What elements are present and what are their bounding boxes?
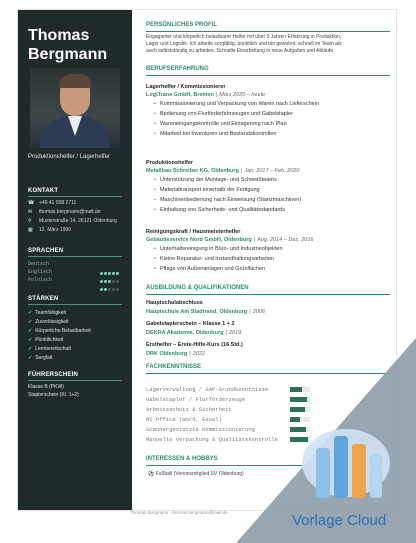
profile-line: auch selbstständig zu arbeiten. Schnelle Einarbeitung in neue Aufgaben und Abläufe. [146,48,335,54]
job-bullet: • Kleine Reparatur- und Instandhaltungsarbeiten [154,256,274,262]
skills-heading: FACHKENNTNISSE [146,364,202,370]
strength-item: ✓ Körperliche Belastbarkeit [28,328,91,334]
job-bullet: • Unterstützung der Montage- und Schweißteams [154,177,277,183]
skill-label: MS Office (Word, Excel) [146,416,222,423]
divider [146,294,390,295]
location-icon: ⚲ [28,218,32,224]
job-bullet: • Wareneingangskontrolle und Einlagerung nach Plan [154,121,287,127]
strengths-heading: STÄRKEN [28,296,59,302]
cloud-logo-icon [296,418,396,508]
job-title: Produktionshelfer / Lagerhelfer [28,154,111,160]
education-title: Hauptschulabschluss [146,300,203,306]
education-org: DEKRA Akademie, Oldenburg | 2019 [146,330,242,336]
skill-label: Arbeitsschutz & Sicherheit [146,406,232,413]
experience-heading: BERUFSERFAHRUNG [146,66,209,72]
football-icon: ⚽ [148,471,155,477]
job-title: Produktionshelfer [146,160,194,166]
strength-item: ✓ Lernbereitschaft [28,346,72,352]
language-name: Englisch [28,269,53,275]
strength-item: ✓ Sorgfalt [28,355,53,361]
education-title: Ersthelfer – Erste-Hilfe-Kurs (16 Std.) [146,342,243,348]
interests-heading: INTERESSEN & HOBBYS [146,456,218,462]
language-name: Polnisch [28,277,53,283]
phone-icon: ☎ [28,200,35,206]
skill-bar [290,397,310,402]
license-item: Klasse B (PKW) [28,384,64,390]
divider [146,373,390,374]
job-title: Reinigungskraft / Hausmeisterhelfer [146,229,241,235]
education-heading: AUSBILDUNG & QUALIFIKATIONEN [146,285,249,291]
strength-item: ✓ Teamfähigkeit [28,310,67,316]
skill-label: Gabelstapler / Flurförderzeuge [146,396,246,403]
mail-icon: ✉ [28,209,33,215]
job-title: Lagerhelfer / Kommissionierer [146,84,226,90]
skill-label: Lagerverwaltung / SAP-Grundkenntnisse [146,386,269,393]
skill-bar [290,407,310,412]
name-last: Bergmann [28,46,108,63]
job-bullet: • Pflege von Außenanlagen und Grünflächen [154,266,265,272]
profile-line: Lager und Logistik. Ich arbeite sorgfältig, pünktlich und bin gewohnt, schnell im Team als [146,41,342,47]
skill-label: Manuelle Verpackung & Qualitätskontrolle [146,436,279,443]
job-bullet: • Materialtransport innerhalb der Fertigung [154,187,260,193]
license-item: Staplerschein (Kl. 1+2) [28,392,79,398]
name-first: Thomas [28,27,90,44]
divider [146,31,390,32]
strength-item: ✓ Zuverlässigkeit [28,319,69,325]
job-company: Metallbau Schreiber KG, Oldenburg | Jan. 2017 – Feb. 2020 [146,168,300,174]
contact-address: ⚲ Musterstraße 14, 26121 Oldenburg [28,218,117,224]
profile-line: Engagierter und körperlich belastbarer Helfer mit über 5 Jahren Erfahrung in Produktion, [146,34,342,40]
job-bullet: • Maschinenbedienung nach Einweisung (Stanzmaschinen) [154,197,301,203]
job-bullet: • Unterhaltsreinigung in Büro- und Industrieobjekten [154,246,283,252]
language-name: Deutsch [28,261,50,267]
profile-heading: PERSÖNLICHES PROFIL [146,22,218,28]
divider [146,75,390,76]
interest-item: ⚽ Fußball (Vereinsmitglied SV Oldenburg) [148,471,244,477]
contact-email[interactable]: ✉ thomas.bergmann@mail.de [28,209,101,215]
contact-birthdate: ▦ 12. März 1990 [28,227,71,233]
license-heading: FÜHRERSCHEIN [28,372,79,378]
education-org: Hauptschule Am Stadtrand, Oldenburg | 2006 [146,309,265,315]
calendar-icon: ▦ [28,227,33,233]
job-bullet: • Kommissionierung und Verpackung von Waren nach Lieferschein [154,101,319,107]
footer: Thomas Bergmann · thomas.bergmann@mail.de [130,510,228,515]
job-bullet: • Bedienung von Flurförderfahrzeugen und Gabelstapler [154,111,293,117]
watermark-text: Vorlage Cloud [292,512,387,529]
job-bullet: • Einhaltung von Sicherheits- und Qualitätsstandards [154,207,285,213]
education-title: Gabelstaplerschein – Klasse 1 + 2 [146,321,235,327]
job-company: LogiTrans GmbH, Bremen | März 2020 – heute [146,92,266,98]
skill-label: Scannergestützte Kommissionierung [146,426,255,433]
education-org: DRK Oldenburg | 2022 [146,351,205,357]
contact-heading: KONTAKT [28,188,59,194]
languages-heading: SPRACHEN [28,248,64,254]
skill-bar [290,387,310,392]
job-bullet: • Mitarbeit bei Inventuren und Bestandskontrollen [154,131,276,137]
contact-phone: ☎ +49 41 938 2711 [28,200,77,206]
job-company: Gebäudeservice Nord GmbH, Oldenburg | Aug. 2014 – Dez. 2016 [146,237,314,243]
strength-item: ✓ Pünktlichkeit [28,337,64,343]
